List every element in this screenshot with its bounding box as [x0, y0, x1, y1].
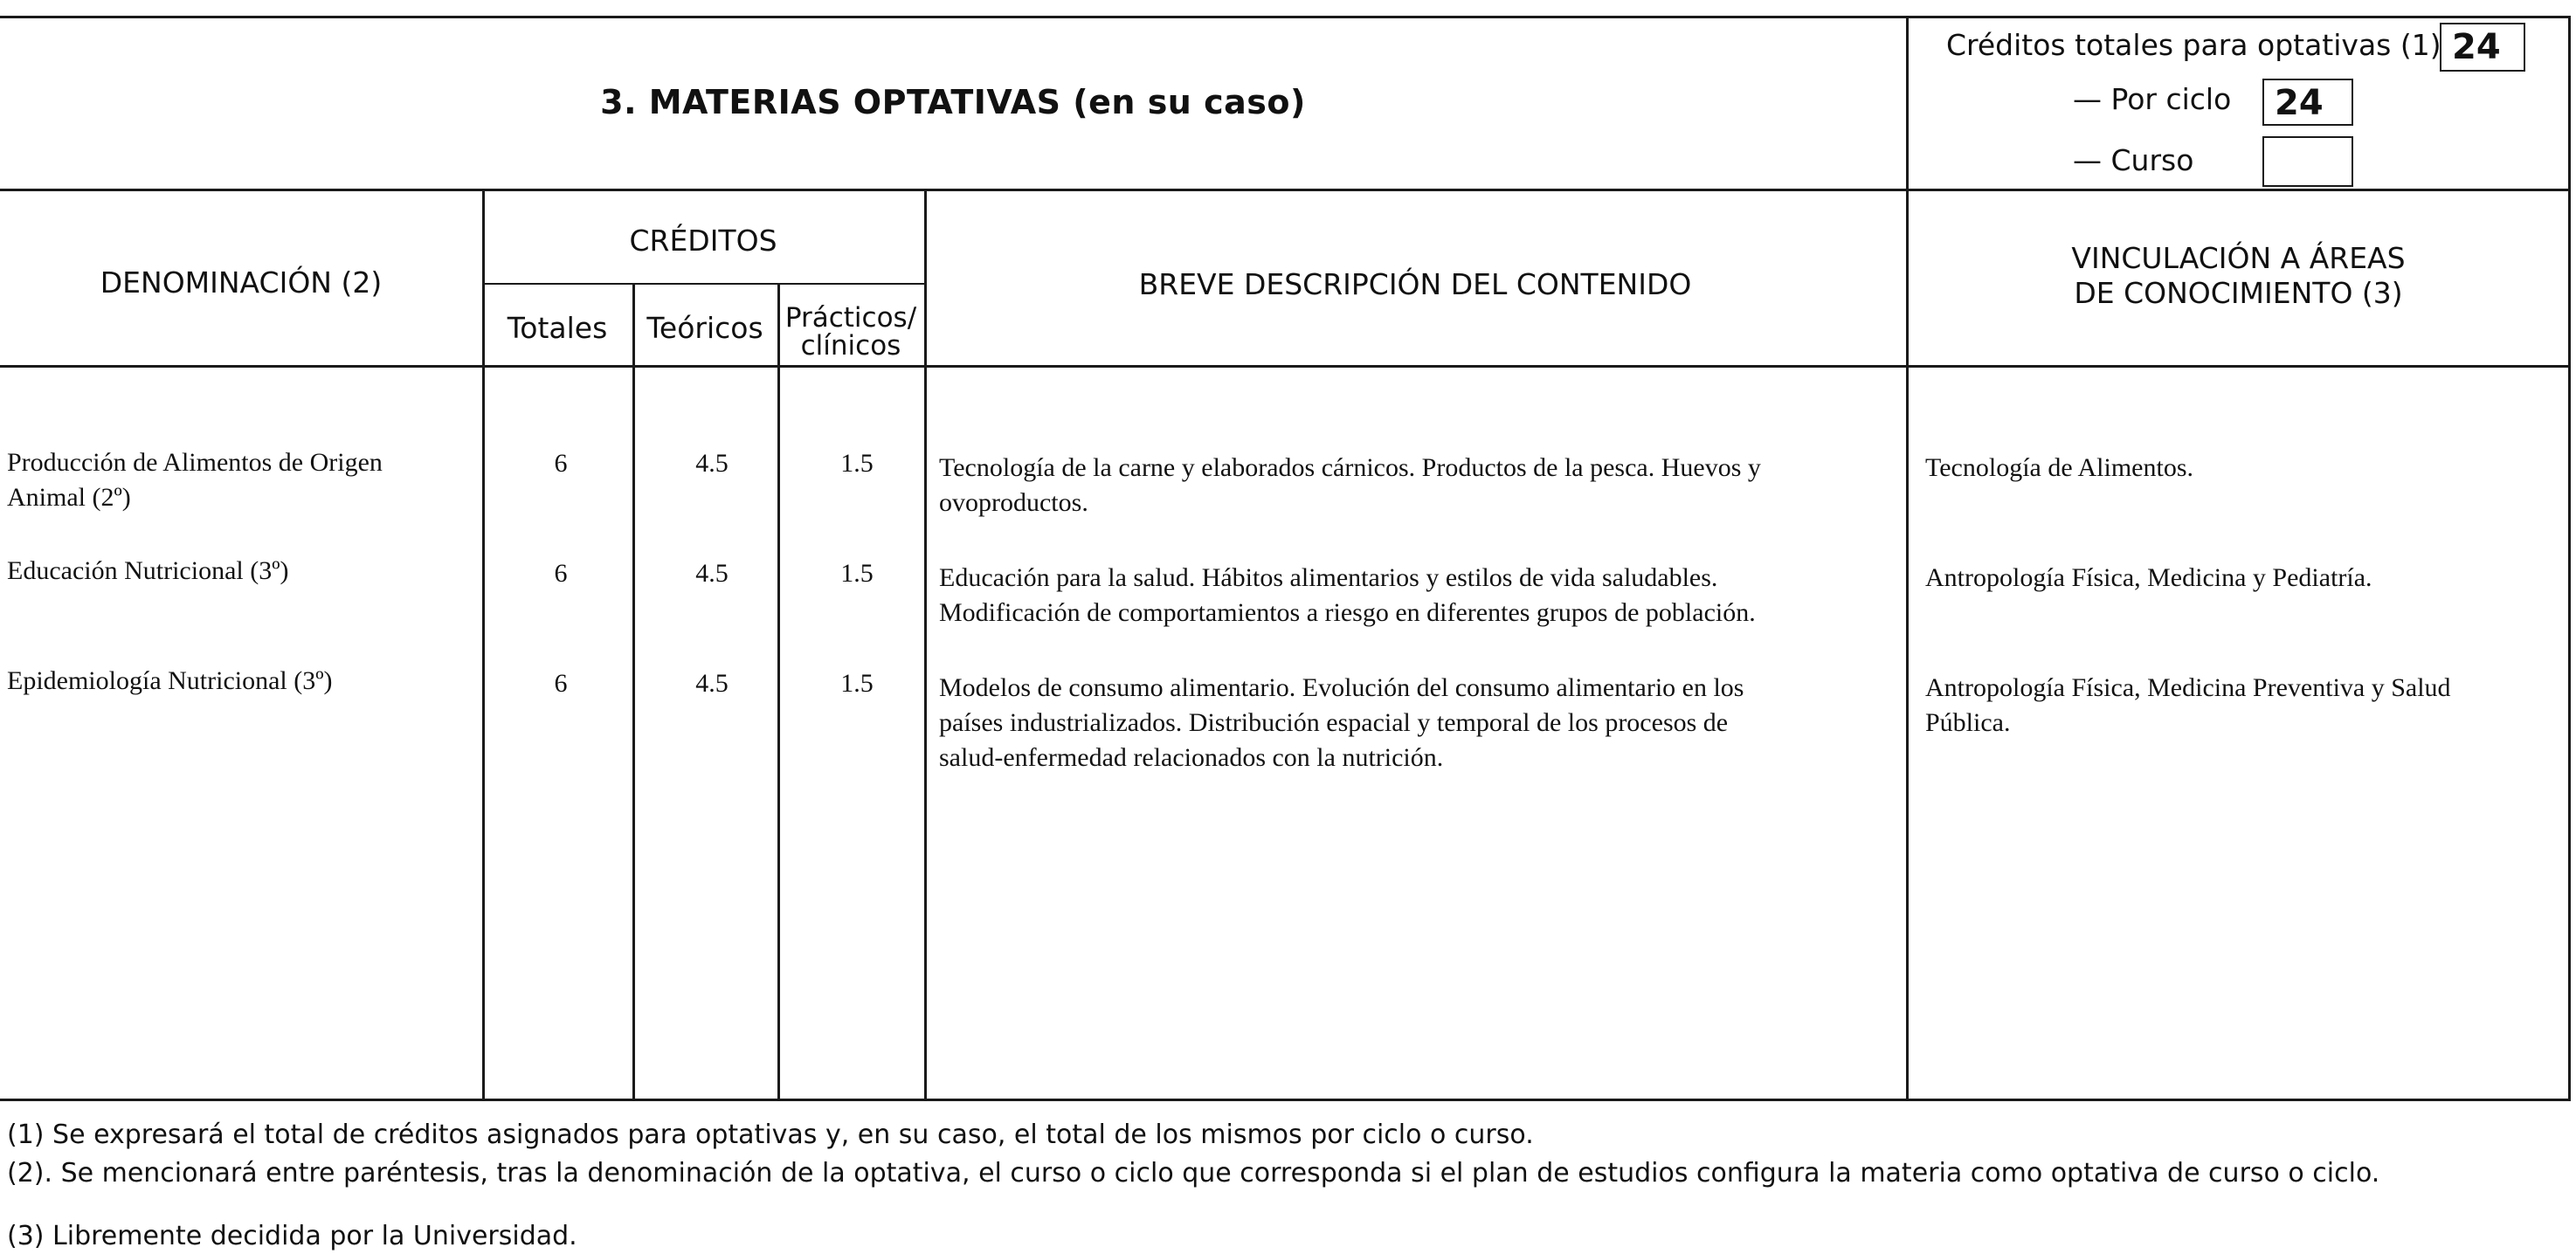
por-ciclo-box: 24 [2262, 79, 2353, 126]
table-bottom-border [0, 1099, 2571, 1101]
row2-totales: 6 [554, 559, 568, 588]
row3-practicos: 1.5 [840, 669, 874, 698]
frame-top-border [0, 16, 2571, 18]
header-practicos-line1: Prácticos/ [784, 302, 917, 334]
row3-totales: 6 [554, 669, 568, 698]
header-descripcion: BREVE DESCRIPCIÓN DEL CONTENIDO [1138, 267, 1692, 301]
header-practicos [777, 304, 924, 360]
header-denominacion: DENOMINACIÓN (2) [100, 265, 383, 300]
header-vertical-divider [1906, 16, 1909, 1099]
row3-descripcion-line1: Modelos de consumo alimentario. Evolución del consumo alimentario en los [939, 673, 1744, 702]
creditos-totales-label: Créditos totales para optativas (1) [1946, 28, 2441, 62]
row2-denominacion [7, 554, 479, 589]
row3-vinculacion-line2: Pública. [1925, 708, 2011, 737]
row1-denominacion-line1: Producción de Alimentos de Origen [7, 448, 383, 477]
header-vinculacion [1906, 241, 2571, 311]
footnote-1: (1) Se expresará el total de créditos asignados para optativas y, en su caso, el total de los mismos por ciclo o curso. [7, 1120, 1534, 1150]
row2-vinculacion [1925, 561, 2563, 596]
row2-vinculacion-line1: Antropología Física, Medicina y Pediatría. [1925, 563, 2372, 592]
row1-descripcion-line2: ovoproductos. [939, 488, 1088, 517]
header-vinculacion-line1: VINCULACIÓN A ÁREAS [2071, 241, 2406, 275]
row2-descripcion [939, 561, 1917, 630]
row1-vinculacion [1925, 451, 2563, 486]
row2-denominacion-line1: Educación Nutricional (3º) [7, 556, 289, 585]
row1-practicos: 1.5 [840, 449, 874, 478]
row1-descripcion [939, 451, 1917, 520]
curso-box [2262, 136, 2353, 187]
row2-teoricos: 4.5 [695, 559, 729, 588]
header-divider [0, 189, 2571, 191]
row3-descripcion-line3: salud-enfermedad relacionados con la nutrición. [939, 743, 1444, 772]
header-practicos-line2: clínicos [800, 330, 901, 362]
creditos-totales-box: 24 [2440, 23, 2525, 72]
row1-vinculacion-line1: Tecnología de Alimentos. [1925, 453, 2194, 482]
row1-descripcion-line1: Tecnología de la carne y elaborados cárnicos. Productos de la pesca. Huevos y [939, 453, 1761, 482]
row1-totales: 6 [554, 449, 568, 478]
row2-descripcion-line1: Educación para la salud. Hábitos alimentarios y estilos de vida saludables. [939, 563, 1718, 592]
header-totales: Totales [507, 311, 608, 345]
row3-teoricos: 4.5 [695, 669, 729, 698]
creditos-subheader-divider [482, 283, 924, 285]
por-ciclo-label: — Por ciclo [2073, 82, 2232, 116]
frame-right-border [2568, 16, 2571, 1099]
footnote-2: (2). Se mencionará entre paréntesis, tras la denominación de la optativa, el curso o ciclo que corresponda si el plan de estudios configura la materia como optativa de curso o ciclo. [7, 1158, 2380, 1189]
row3-vinculacion [1925, 671, 2563, 741]
row1-teoricos: 4.5 [695, 449, 729, 478]
row3-descripcion-line2: países industrializados. Distribución espacial y temporal de los procesos de [939, 708, 1729, 737]
row3-descripcion [939, 671, 1917, 775]
curso-label: — Curso [2073, 143, 2194, 177]
row1-denominacion-line2: Animal (2º) [7, 483, 131, 512]
row3-vinculacion-line1: Antropología Física, Medicina Preventiva y Salud [1925, 673, 2451, 702]
row2-practicos: 1.5 [840, 559, 874, 588]
column-header-bottom-border [0, 365, 2571, 368]
header-creditos: CRÉDITOS [629, 224, 777, 258]
col-divider-practicos [924, 190, 927, 1100]
header-vinculacion-line2: DE CONOCIMIENTO (3) [2074, 276, 2403, 310]
row1-denominacion [7, 445, 479, 515]
header-teoricos: Teóricos [646, 311, 763, 345]
row2-descripcion-line2: Modificación de comportamientos a riesgo en diferentes grupos de población. [939, 598, 1756, 627]
footnote-3: (3) Libremente decidida por la Universidad. [7, 1221, 577, 1251]
row3-denominacion-line1: Epidemiología Nutricional (3º) [7, 666, 333, 695]
section-title: 3. MATERIAS OPTATIVAS (en su caso) [600, 83, 1306, 121]
row3-denominacion [7, 664, 479, 699]
